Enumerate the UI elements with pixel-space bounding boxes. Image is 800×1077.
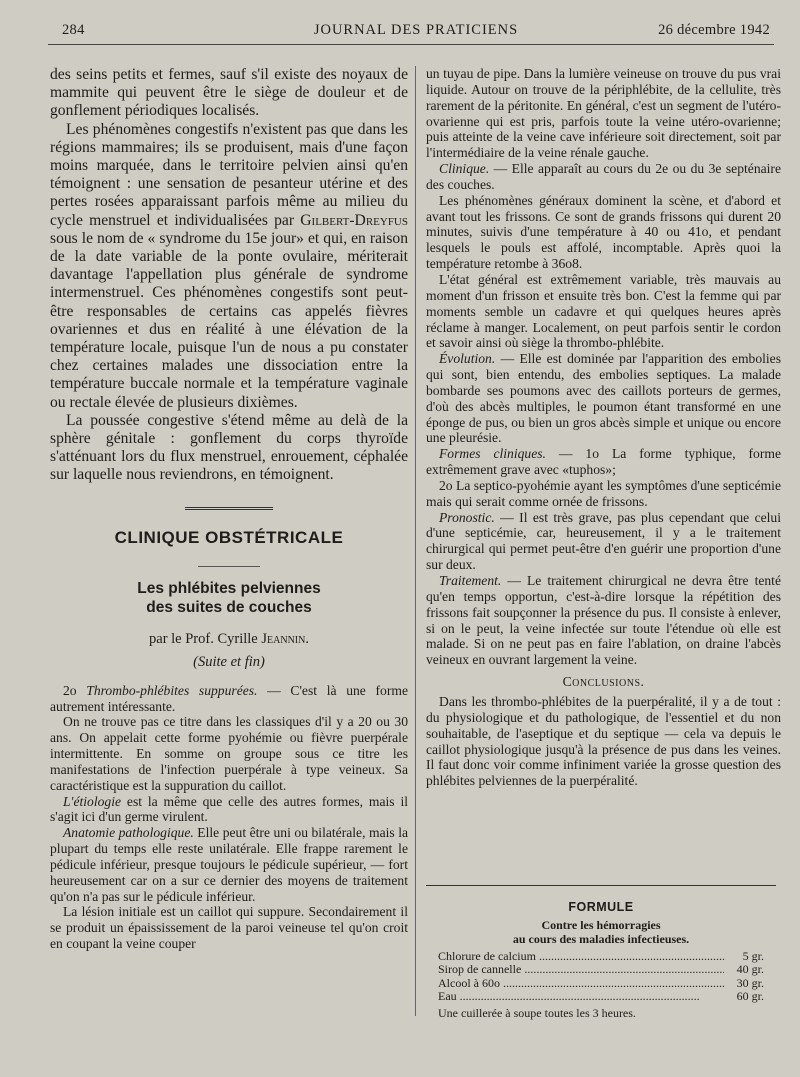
section-separator (185, 507, 273, 510)
formula-dosage: Une cuillerée à soupe toutes les 3 heures. (438, 1005, 636, 1020)
author-citation: Gilbert-Dreyfus (300, 211, 408, 229)
header-rule (48, 44, 774, 45)
article-continuation: (Suite et fin) (193, 653, 265, 670)
article-author: par le Prof. Cyrille Jeannin. (149, 630, 309, 647)
paragraph: Anatomie pathologique. Elle peut être uni ou bilatérale, mais la plupart du temps elle reste unilatérale. Elle frappe rarement le pédicule inférieur, presque toujours le pédicule supérieur, — fort heureusement car on a sur ce dernier des moyens de traitement qu'on n'a pas sur le pédicule inférieur. (50, 825, 409, 904)
paragraph: Formes cliniques. — 1o La forme typhique, forme extrêmement grave avec «tuphos»; (426, 446, 781, 478)
journal-title: JOURNAL DES PRATICIENS (313, 22, 519, 38)
formula-item: Alcool à 60o ..... 30 gr. (426, 977, 776, 990)
article-title: Les phlébites pelviennes des suites de couches (50, 566, 408, 617)
paragraph: Dans les thrombo-phlébites de la puerpéralité, il y a de tout : du physiologique et du pathologique, de l'essentiel et du non souhaitable, de l'aseptique et du septique — cela va depuis le caillot physiologique jusqu'à la présence de pus dans les veines. Il faut donc voir comme infiniment variée la grosse question des phlébites pelviennes de la puerpéralité. (426, 694, 781, 789)
formula-item: Sirop de cannelle ..... 40 gr. (426, 963, 776, 976)
formula-subtitle: Contre les hémorragies au cours des maladies infectieuses. (512, 918, 690, 946)
paragraph: Pronostic. — Il est très grave, pas plus cependant que celui d'une septicémie, car, heureusement, il y a le traitement chirurgical qui permet peut-être d'en guérir une proportion d'une sur deux. (426, 509, 781, 573)
page-header (62, 22, 770, 42)
paragraph: On ne trouve pas ce titre dans les classiques d'il y a 20 ou 30 ans. On appelait cette forme pyohémie ou fièvre puerpérale intermittente. En somme on groupe sous ce titre les manifestations de l'infection puerpérale à type veineux. Sa caractéristique est la suppuration du caillot. (50, 714, 408, 793)
page-number: 284 (62, 22, 85, 38)
paragraph: 2o La septico-pyohémie ayant les symptômes d'une septicémie mais qui serait comme ornée de frissons. (426, 477, 781, 509)
formula-item: Eau ..... 60 gr. (426, 990, 776, 1003)
paragraph: La lésion initiale est un caillot qui suppure. Secondairement il se produit un épaississement de la paroi veineuse tel qu'on croit en coupant la veine couper (50, 904, 408, 952)
paragraph: un tuyau de pipe. Dans la lumière veineuse on trouve du pus vrai liquide. Autour on trouve de la périphlébite, de la cellulite, très rarement de la péritonite. En général, c'est un segment de l'utéro-ovarienne qui est pris, parfois toute la veine utéro-ovarienne; puis atteinte de la veine cave inférieure soit directement, soit par l'intermédiaire de la veine rénale gauche. (426, 66, 781, 161)
section-title: CLINIQUE OBSTÉTRICALE (114, 527, 344, 547)
paragraph: des seins petits et fermes, sauf s'il existe des noyaux de mammite qui peuvent être le siège de douleur et de gonflement périodiques localisés. (50, 66, 408, 120)
issue-date: 26 décembre 1942 (658, 22, 770, 38)
paragraph: Clinique. — Elle apparaît au cours du 2e ou du 3e septénaire des couches. (426, 161, 781, 192)
formula-title: FORMULE (568, 900, 634, 914)
paragraph: L'étiologie est la même que celle des autres formes, mais il s'agit ici d'un germe virulent. (50, 793, 408, 825)
paragraph: Les phénomènes congestifs n'existent pas que dans les régions mammaires; ils se produisent, mais d'une façon moins marquée, dans le territoire pelvien ainsi qu'en témoignent : une sensation de pesanteur utérine et des pertes rosées apparaissant parfois même au milieu du cycle menstruel et individualisées par Gilbert-Dreyfus sous le nom de « syndrome du 15e jour» et qui, en raison de la date variable de la ponte ovulaire, mériterait davantage l'appellation plus générale de syndrome intermenstruel. Ces phénomènes congestifs sont peut-être responsables de certains cas appelés fièvres ovariennes et dus en réalité à une élévation de la température locale, puisque l'un de nous a pu constater chez certaines malades une dissociation entre la température buccale normale et la température vaginale ou rectale élevée de plusieurs dixièmes. (50, 120, 408, 411)
right-column (426, 66, 781, 789)
paragraph: Les phénomènes généraux dominent la scène, et d'abord et avant tout les frissons. Ce sont de grands frissons qui durent 20 minutes, suivis d'une température à 40 ou 41o, et pendant lesquels le pouls est affolé, incomptable. Après quoi la température retombe à 36o8. (426, 192, 781, 272)
formula-item: Chlorure de calcium ..... 5 gr. (426, 950, 776, 963)
paragraph: La poussée congestive s'étend même au delà de la sphère génitale : gonflement du corps thyroïde s'atténuant lors du flux menstruel, enrouement, céphalée sur laquelle nous reviendrons, en témoignent. (50, 411, 408, 484)
paragraph: Évolution. — Elle est dominée par l'apparition des embolies qui sont, bien entendu, des embolies septiques. La malade bombarde ses poumons avec des caillots porteurs de germes, d'où des abcès multiples, le poumon étant transformé en une éponge de pus, ou bien un gros abcès simple et unique ou encore une pleurésie. (426, 351, 781, 446)
column-divider (415, 66, 416, 1016)
paragraph: 2o Thrombo-phlébites suppurées. — C'est là une forme autrement intéressante. (50, 682, 408, 714)
paragraph: Traitement. — Le traitement chirurgical ne devra être tenté qu'en temps opportun, c'est-à-dire lorsque la répétition des frissons fait soupçonner la présence du pus. Il consiste à enlever, si on le peut, la veine infectée sur toute l'étendue où elle est malade. Si on ne peut pas en faire l'ablation, on draine l'abcès veineux en ouvrant largement la veine. (426, 573, 781, 668)
formula-box (426, 885, 776, 1021)
paragraph: L'état général est extrêmement variable, très mauvais au moment d'un frisson et ensuite très bon. C'est la femme qui par moments semble un cadavre et qui quelques heures après réclame à manger. Localement, on peut parfois sentir le cordon et savoir ainsi où siège la thrombo-phlébite. (426, 271, 781, 351)
formula-ingredients (426, 950, 776, 1004)
left-column (50, 66, 408, 952)
conclusions-heading: Conclusions. (562, 674, 645, 690)
